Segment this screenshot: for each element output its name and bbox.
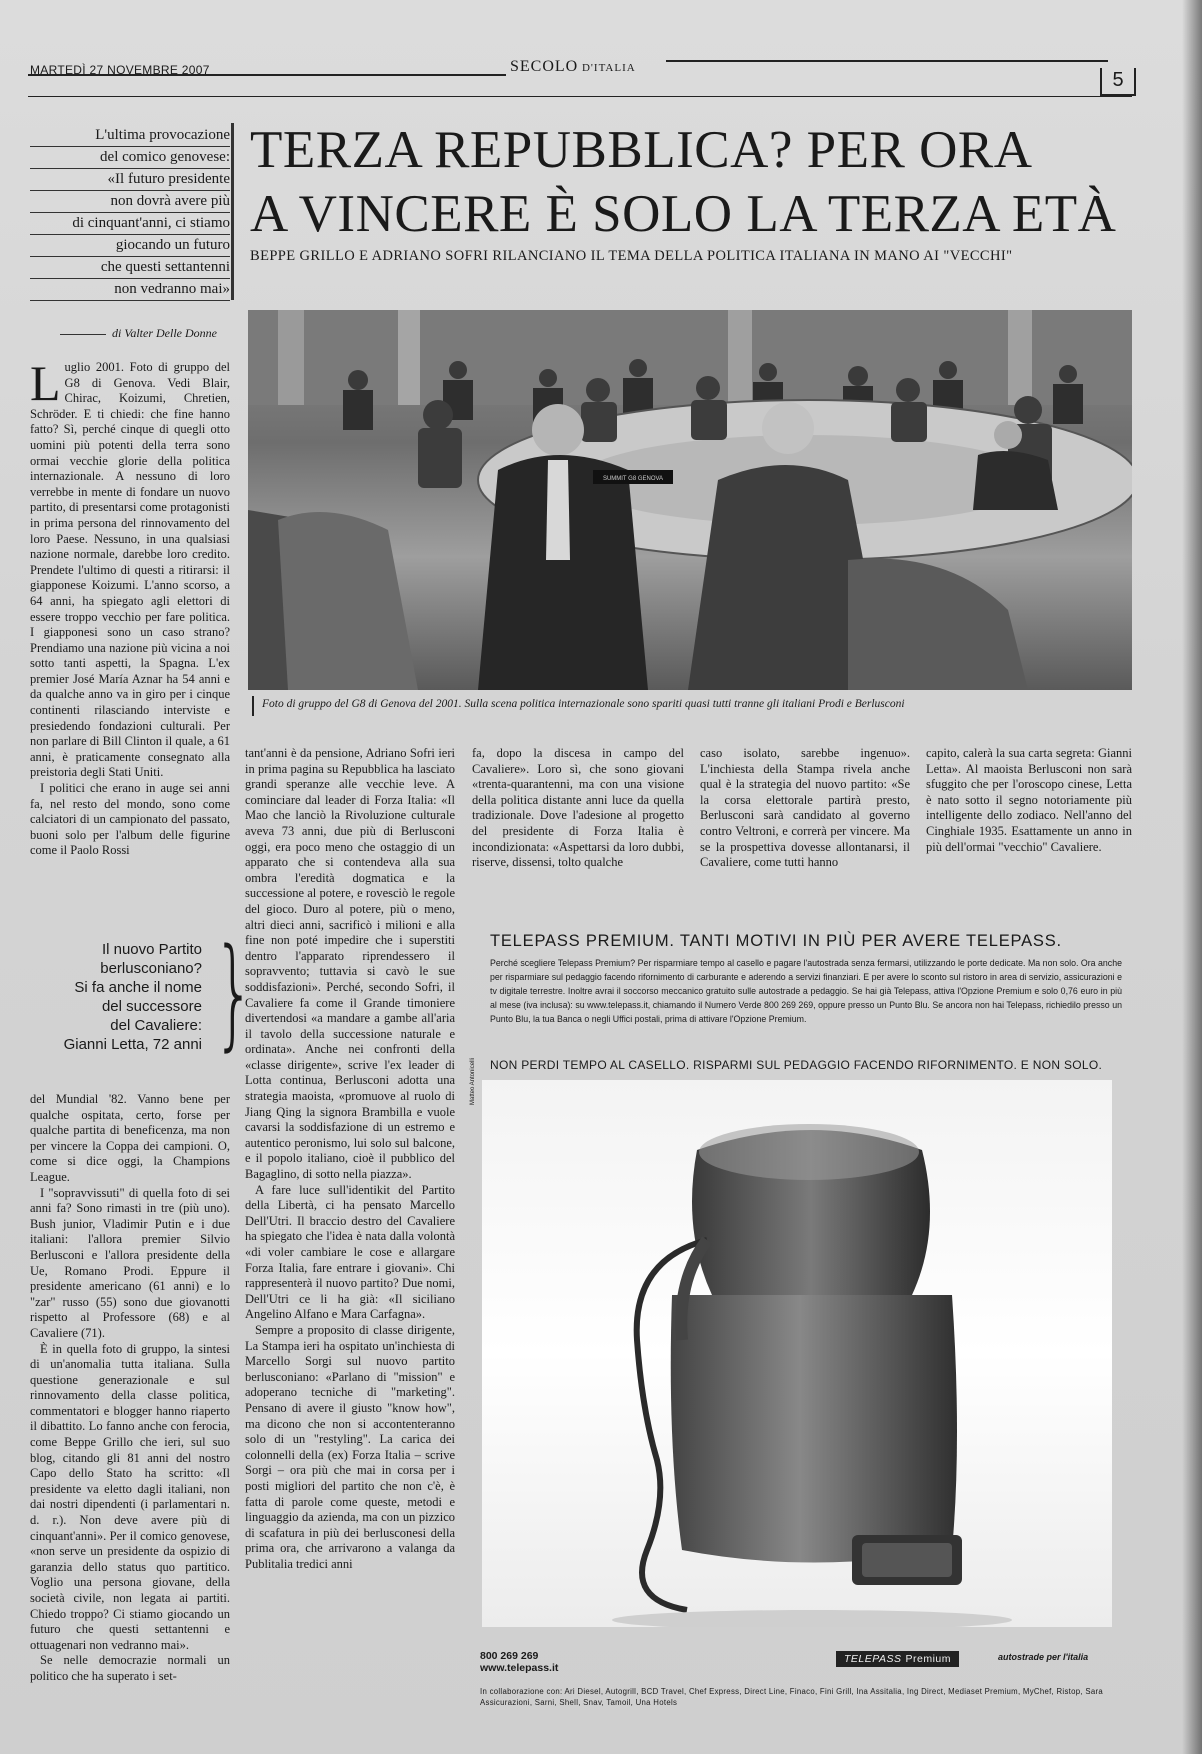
ad-website-link[interactable]: www.telepass.it xyxy=(480,1662,559,1674)
pull-quote-line: del Cavaliere: xyxy=(110,1017,202,1034)
paragraph: È in quella foto di gruppo, la sintesi di un'anomalia tutta italiana. Sulla questione generazionale e sul rinnovamento della classe politica, commentatori e blogger hanno riaperto il dibattito. Lo fanno anche con ferocia, come Beppe Grillo che ieri, sul suo blog, citando gli 81 anni del nostro Capo dello Stato ha scritto: «Il presidente va eletto dagli italiani, non dai nostri dipendenti (i parlamentari n. d. r.). Non deve avere più di cinquant'anni». Per il comico genovese, «non serve un presidente da ospizio di garanzia dello status quo partitico. Voglio una persona giovane, della società civile, non legata ai partiti. Chiedo troppo? Ci stiamo giocando un futuro che questi settantenni e ottuagenari non vedranno mai». xyxy=(30,1341,230,1652)
article-column-1b xyxy=(30,1092,230,1685)
article-column-2 xyxy=(245,746,455,1572)
pull-quote-line: del successore xyxy=(101,998,202,1015)
drop-cap: L xyxy=(30,355,61,411)
paragraph: capito, calerà la sua carta segreta: Gianni Letta». Al maoista Berlusconi non sarà sfuggito che per l'oroscopo cinese, Letta è nato sotto il segno notoriamente più intelligente dello zodiaco. Nell'anno del Cinghiale 1935. Esattamente un anno in più dell'ormai "vecchio" Cavaliere. xyxy=(926,746,1132,854)
ad-partners: In collaborazione con: Ari Diesel, Autogrill, BCD Travel, Chef Express, Direct Line, Finaco, Fini Grill, Ina Assitalia, Ing Direct, Mediaset Premium, MyChef, Ristop, Sara Assicurazioni, Sarni, Shell, Snav, Tamoil, Una Hotels xyxy=(480,1687,1103,1707)
paragraph: tant'anni è da pensione, Adriano Sofri ieri in prima pagina su Repubblica ha lasciato grandi speranze alle vecchie leve. A cominciare dal leader di Forza Italia: «Il Mao che lanciò la Rivoluzione culturale aveva 73 anni, due più di Berlusconi oggi, era poco meno che ostaggio di un apparato che si contendeva alla sua ombra l'eredità dogmatica e la successione al potere, e rovesciò le regole del gioco. Duro al potere, più o meno, altri dieci anni, sacrificò i milioni e alla fine non poté impedire che i superstiti dentro l'apparato riprendessero il sopravvento; tuttavia si cavò le sue soddisfazioni». Perché, secondo Sofri, il Cavaliere fa come il Grande timoniere divertendosi «a mandare a gambe all'aria il tavolo della successione naturale e ordinata». Anche nei confronti della «classe dirigente», scrive l'ex leader di Lotta continua, Berlusconi adotta una strategia maoista, «promuove al ruolo di Jiang Qing la signora Brambilla e vuole cavarsi la soddisfazione di un estremo e autentico peronismo, lui solo sul balcone, e il popolo italiano, cioè il pubblico del Bagaglino, di sotto nella piazza». xyxy=(245,746,455,1182)
g8-group-photo xyxy=(248,310,1132,690)
pull-quote-line: Il nuovo Partito xyxy=(101,941,202,958)
pull-quote-brace: } xyxy=(213,924,256,1063)
header-newspaper-name xyxy=(510,58,636,76)
kicker-line: che questi settantenni xyxy=(30,257,230,279)
paragraph: Se nelle democrazie normali un politico che ha superato i set- xyxy=(30,1653,230,1683)
subheadline: BEPPE GRILLO E ADRIANO SOFRI RILANCIANO IL TEMA DELLA POLITICA ITALIANA IN MANO AI "VECCHI" xyxy=(250,248,1013,264)
paper-main: SECOLO xyxy=(510,58,579,75)
byline: di Valter Delle Donne xyxy=(60,326,217,341)
header-rule-right xyxy=(666,60,1108,62)
headline-line-1: TERZA REPUBBLICA? PER ORA xyxy=(250,121,1033,179)
paragraph: Sempre a proposito di classe dirigente, La Stampa ieri ha ospitato un'inchiesta di Marcello Sorgi sul nuovo partito berlusconiano: «Parlano di "mission" e adoperano tecniche di "marketing". Pensano di avere il giusto "know how", ma dicono che non si accontenteranno solo di un "restyling". La carica dei colonnelli della (ex) Forza Italia – scrive Sorgi – ora più che mai in corsa per i posti migliori del partito che non c'è, è fatta di parole come queste, metodi e linguaggio da azienda, ma con un pizzico di scafatura in più dei berlusconesi della prima ora, che arrivarono a valanga da Publitalia tredici anni xyxy=(245,1322,455,1571)
article-column-1a xyxy=(30,355,230,859)
fuel-pump-illustration xyxy=(482,1080,1112,1627)
paragraph: A fare luce sull'identikit del Partito della Libertà, ci ha pensato Marcello Dell'Utri. Il braccio destro del Cavaliere ha spiegato che l'idea è nata dalla volontà «di voler cambiare le cose e allargare Forza Italia, fare entrare i giovani». Chi rappresenterà il nuovo partito? Due nomi, Dell'Utri ce li ha già: «Il siciliano Angelino Alfano e Mara Carfagna». xyxy=(245,1182,455,1322)
headline-line-2: A VINCERE È SOLO LA TERZA ETÀ xyxy=(250,185,1117,243)
kicker xyxy=(30,125,230,301)
pull-quote-line: Si fa anche il nome xyxy=(74,979,202,996)
kicker-line: di cinquant'anni, ci stiamo xyxy=(30,213,230,235)
paragraph-text: uglio 2001. Foto di gruppo del G8 di Genova. Vedi Blair, Chirac, Koizumi, Chretien, Schröder. E ti chiedi: che fine hanno fatto? Sì, perché cinque di quegli otto uomini più potenti della terra sono ormai vecchie glorie della politica internazionale. A nessuno di loro verrebbe in mente di fondare un nuovo partito, di presentarsi come protagonisti in prima persona del rinnovamento del loro Paese. Nessuno, in una qualsiasi nazione normale, darebbe loro credito. Prendete l'ultimo di questi a ritirarsi: il giapponese Koizumi. L'anno scorso, a 64 anni, ha spiegato agli elettori di essere troppo vecchio per fare politica. I giapponesi sono un caso strano? Prendiamo una nazione più vicina a noi sotto tanti aspetti, la Spagna. L'ex premier José María Aznar ha 54 anni e da qualche anno va in giro per i cinque continenti rilasciando interviste e presiedendo fondazioni culturali. Per non parlare di Bill Clinton il quale, a 61 anni, è praticamente consegnato alla preistoria degli Stati Uniti. xyxy=(30,360,230,780)
article-column-3 xyxy=(472,746,684,871)
header-rule-bottom xyxy=(28,96,1132,97)
kicker-line: L'ultima provocazione xyxy=(30,125,230,147)
paper-small: D'ITALIA xyxy=(578,62,636,74)
brand-sub: Premium xyxy=(905,1653,952,1665)
telepass-premium-logo xyxy=(836,1651,959,1667)
photo-illustration xyxy=(248,310,1132,690)
kicker-line: «Il futuro presidente xyxy=(30,169,230,191)
kicker-line: non vedranno mai» xyxy=(30,279,230,301)
photo-caption: Foto di gruppo del G8 di Genova del 2001. Sulla scena politica internazionale sono spariti quasi tutti tranne gli italiani Prodi e Berlusconi xyxy=(262,698,905,710)
photo-name-card: SUMMIT G8 GENOVA xyxy=(602,476,664,482)
ad-phone-number: 800 269 269 xyxy=(480,1650,539,1662)
pull-quote-line: Gianni Letta, 72 anni xyxy=(63,1036,202,1053)
article-column-5 xyxy=(926,746,1132,855)
article-column-4 xyxy=(700,746,910,871)
paragraph: I "sopravvissuti" di quella foto di sei anni fa? Sono rimasti in tre (più uno). Bush junior, Vladimir Putin e i due italiani: l'allora premier Silvio Berlusconi e l'allora presidente della Ue, Romano Prodi. Eppure il presidente americano (61 anni) e lo "zar" russo (55) sono due giovanotti rispetto al Professore (68) e al Cavaliere (71). xyxy=(30,1185,230,1340)
autostrade-logo: autostrade per l'italia xyxy=(998,1652,1089,1662)
pull-quote xyxy=(30,940,202,1054)
kicker-line: non dovrà avere più xyxy=(30,191,230,213)
ad-tagline: NON PERDI TEMPO AL CASELLO. RISPARMI SUL PEDAGGIO FACENDO RIFORNIMENTO. E NON SOLO. xyxy=(490,1058,1103,1072)
photo-credit: Matteo Antonicelli xyxy=(470,1057,476,1105)
paragraph: del Mundial '82. Vanno bene per qualche ospitata, certo, forse per qualche partita di beneficenza, ma non per vincere la Coppa dei campioni. O, come si dice oggi, la Champions League. xyxy=(30,1092,230,1184)
kicker-rule xyxy=(231,123,234,300)
brand-name: TELEPASS xyxy=(844,1653,902,1665)
paragraph: caso isolato, sarebbe ingenuo». L'inchiesta della Stampa rivela anche qual è la strategia del nuovo partito: «Se la corsa elettorale partirà presto, Berlusconi sarà candidato al governo contro Veltroni, e correrà per vincere. Ma se la prospettiva dovesse allontanarsi, il Cavaliere, come tutti hanno xyxy=(700,746,910,870)
ad-body-text: Perché scegliere Telepass Premium? Per risparmiare tempo al casello e pagare l'autostrada senza fermarsi, utilizzando le porte dedicate. Ma non solo. Ora anche per risparmiare sul pedaggio facendo rifornimento di carburante e aderendo a servizi finanziari. E per avere lo sconto sul ristoro in area di servizio, assicurazioni e tv digitale terrestre. Inoltre avrai il soccorso meccanico gratuito sulle autostrade a pedaggio. Se hai già Telepass, attiva l'Opzione Premium e solo 0,76 euro in più al mese (iva inclusa): su www.telepass.it, chiamando il Numero Verde 800 269 269, oppure presso un Punto Blu. Se ancora non hai Telepass, richiedilo presso un Punto Blu, la tua Banca o negli Uffici postali, prima di attivare l'Opzione Premium. xyxy=(490,958,1122,1024)
headline xyxy=(250,118,1170,246)
ad-contacts xyxy=(480,1650,558,1674)
paragraph xyxy=(30,355,230,781)
paragraph: I politici che erano in auge sei anni fa, nel resto del mondo, sono come calciatori di un campionato del passato, buoni solo per l'album delle figurine come il Paolo Rossi xyxy=(30,781,230,858)
page-number: 5 xyxy=(1100,68,1136,96)
telepass-advertisement xyxy=(470,910,1120,1715)
fuel-pump-photo xyxy=(482,1080,1112,1627)
kicker-line: giocando un futuro xyxy=(30,235,230,257)
ad-title: TELEPASS PREMIUM. TANTI MOTIVI IN PIÙ PER AVERE TELEPASS. xyxy=(490,932,1062,950)
kicker-line: del comico genovese: xyxy=(30,147,230,169)
pull-quote-line: berlusconiano? xyxy=(100,960,202,977)
header-date: MARTEDÌ 27 NOVEMBRE 2007 xyxy=(30,63,210,77)
paragraph: fa, dopo la discesa in campo del Cavaliere». Loro sì, che sono giovani «trenta-quarantenni, ma con una visione della politica distante anni luce da quella tradizionale. Dove l'adesione al progetto del presidente di Forza Italia è incondizionata: «Aspettarsi da loro dubbi, riserve, dissensi, tolto qualche xyxy=(472,746,684,870)
